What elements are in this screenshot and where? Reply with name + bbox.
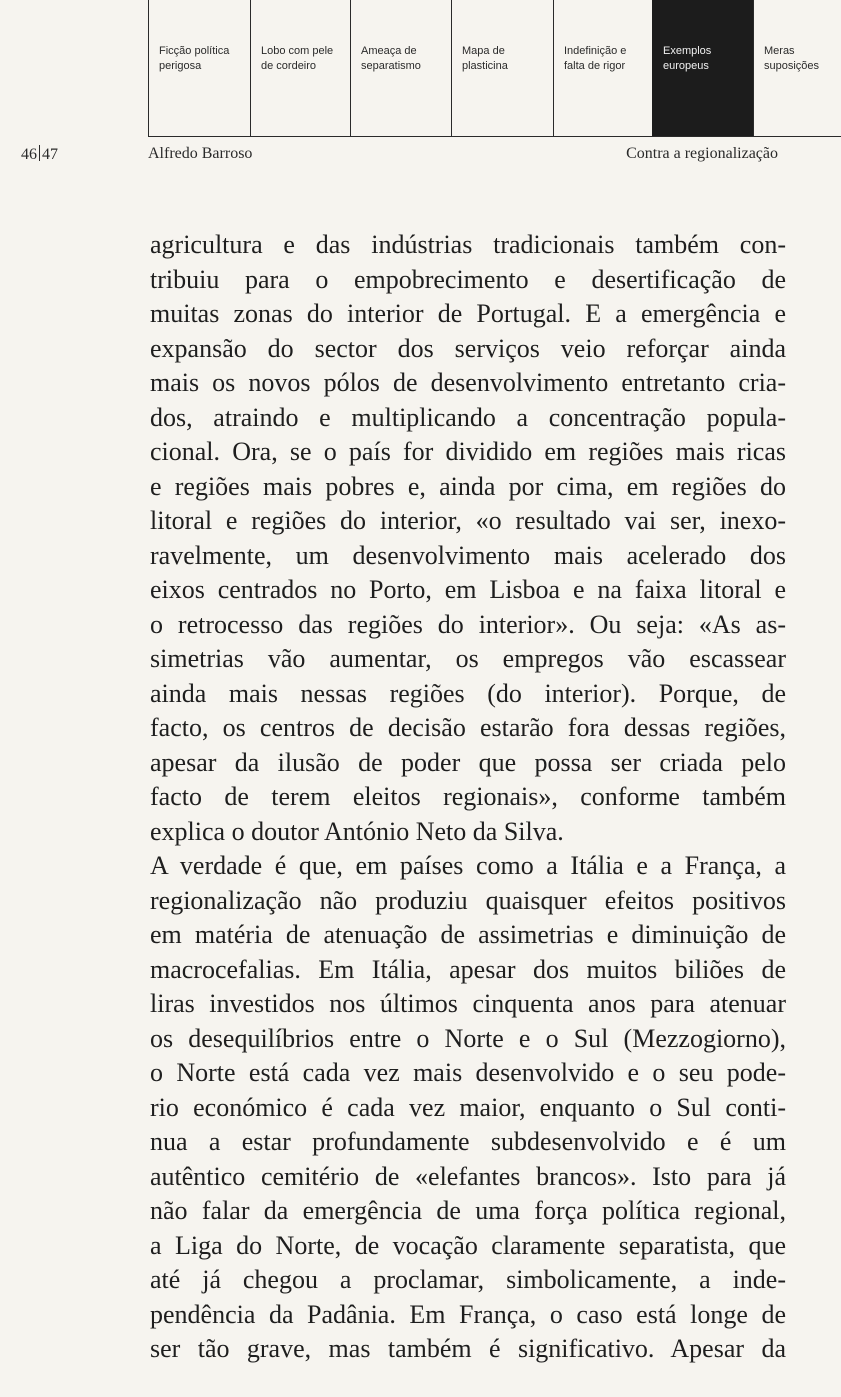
- text-line: litoral e regiões do interior, «o resultado vai ser, inexo-: [150, 506, 786, 535]
- text-line: liras investidos nos últimos cinquenta anos para atenuar: [150, 989, 786, 1018]
- text-line: A verdade é que, em países como a Itália e a França, a: [150, 851, 786, 880]
- text-line: até já chegou a proclamar, simbolicamente, a inde-: [150, 1265, 786, 1294]
- text-line: nua a estar profundamente subdesenvolvido e é um: [150, 1127, 786, 1156]
- text-line: macrocefalias. Em Itália, apesar dos muitos biliões de: [150, 954, 786, 984]
- tab-indefinicao-rigor[interactable]: [553, 0, 652, 136]
- text-line: autêntico cemitério de «elefantes brancos». Isto para já: [150, 1161, 786, 1191]
- tab-label-line2: falta de rigor: [564, 60, 626, 72]
- page-number-left: 46: [21, 146, 37, 163]
- text-line: cional. Ora, se o país for dividido em regiões mais ricas: [150, 437, 786, 466]
- tab-label-line2: plasticina: [462, 60, 508, 72]
- text-line: o retrocesso das regiões do interior». Ou seja: «As as-: [150, 609, 786, 639]
- tab-label-line2: perigosa: [159, 60, 202, 72]
- tab-mapa-plasticina[interactable]: [451, 0, 553, 136]
- text-line: ravelmente, um desenvolvimento mais acelerado dos: [150, 540, 786, 570]
- text-line: muitas zonas do interior de Portugal. E a emergência e: [150, 299, 786, 328]
- text-line: ser tão grave, mas também é significativo. Apesar da: [150, 1334, 786, 1363]
- text-line: expansão do sector dos serviços veio reforçar ainda: [150, 333, 786, 363]
- chapter-nav: [148, 0, 841, 136]
- tab-exemplos-europeus[interactable]: [652, 0, 753, 136]
- tab-ficcao-politica[interactable]: [148, 0, 250, 136]
- tab-ameaca-separatismo[interactable]: [350, 0, 451, 136]
- tab-label-line1: Ficção política: [159, 45, 230, 57]
- tab-label-line1: Ameaça de: [361, 45, 417, 57]
- text-line: não falar da emergência de uma força política regional,: [150, 1196, 786, 1225]
- text-line: simetrias vão aumentar, os empregos vão escassear: [150, 644, 786, 673]
- text-line: mais os novos pólos de desenvolvimento entretanto cria-: [150, 368, 786, 397]
- tab-label-line2: de cordeiro: [261, 60, 317, 72]
- tab-label-line2: europeus: [663, 60, 709, 72]
- text-line: os desequilíbrios entre o Norte e o Sul (Mezzogiorno),: [150, 1023, 786, 1053]
- text-line: regionalização não produziu quaisquer efeitos positivos: [150, 885, 786, 915]
- body-text: [150, 228, 786, 1367]
- tab-label-line2: suposições: [764, 60, 820, 72]
- tab-label-line1: Mapa de: [462, 45, 505, 57]
- header-divider: [148, 136, 841, 137]
- text-line: dos, atraindo e multiplicando a concentração popula-: [150, 402, 786, 432]
- text-line: a Liga do Norte, de vocação claramente separatista, que: [150, 1230, 786, 1260]
- text-line: eixos centrados no Porto, em Lisboa e na faixa litoral e: [150, 575, 786, 604]
- text-line: facto de terem eleitos regionais», conforme também: [150, 782, 786, 811]
- tab-label-line1: Meras: [764, 45, 795, 57]
- text-line: rio económico é cada vez maior, enquanto o Sul conti-: [150, 1092, 786, 1122]
- tab-label-line1: Exemplos: [663, 45, 712, 57]
- page-numbers: [21, 145, 58, 164]
- page-number-separator: [39, 145, 40, 161]
- text-line: facto, os centros de decisão estarão fora dessas regiões,: [150, 713, 786, 742]
- text-line: em matéria de atenuação de assimetrias e diminuição de: [150, 920, 786, 949]
- text-line: agricultura e das indústrias tradicionais também con-: [150, 230, 786, 259]
- text-line: ainda mais nessas regiões (do interior). Porque, de: [150, 678, 786, 708]
- section-title: Contra a regionalização: [626, 145, 778, 162]
- text-line: o Norte está cada vez mais desenvolvido e o seu pode-: [150, 1058, 786, 1087]
- text-line: pendência da Padânia. Em França, o caso está longe de: [150, 1299, 786, 1329]
- text-line: e regiões mais pobres e, ainda por cima, em regiões do: [150, 471, 786, 501]
- text-line: explica o doutor António Neto da Silva.: [150, 816, 564, 846]
- text-line: apesar da ilusão de poder que possa ser criada pelo: [150, 747, 786, 777]
- text-line: tribuiu para o empobrecimento e desertificação de: [150, 264, 786, 294]
- author-name: Alfredo Barroso: [148, 145, 253, 162]
- tab-label-line2: separatismo: [361, 60, 421, 72]
- tab-label-line1: Indefinição e: [564, 45, 627, 57]
- tab-lobo-com-pele[interactable]: [250, 0, 350, 136]
- page-number-right: 47: [42, 146, 58, 163]
- tab-label-line1: Lobo com pele: [261, 45, 334, 57]
- tab-meras-suposicoes[interactable]: [753, 0, 841, 136]
